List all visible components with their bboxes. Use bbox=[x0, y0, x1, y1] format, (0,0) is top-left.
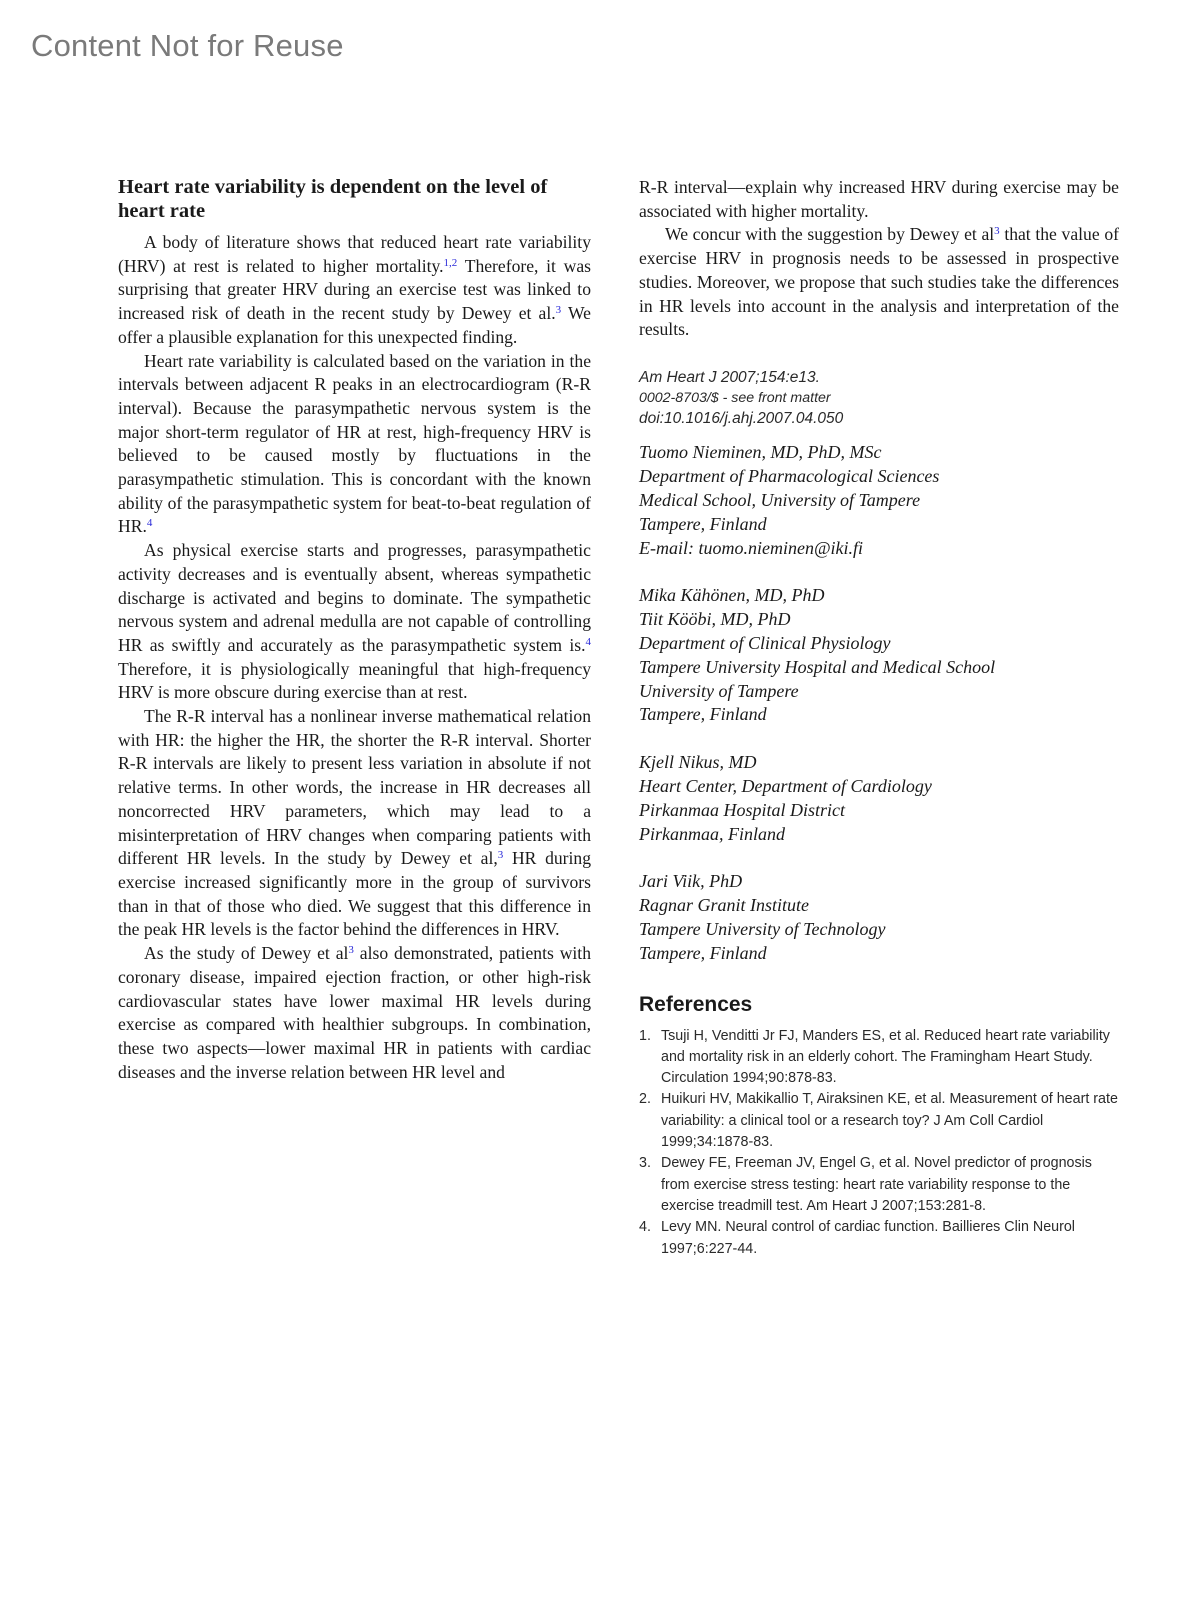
author-block bbox=[639, 584, 1119, 727]
author-line: Tampere, Finland bbox=[639, 704, 767, 725]
paragraph-text: As the study of Dewey et al bbox=[144, 943, 349, 964]
reference-number: 3. bbox=[639, 1155, 651, 1172]
author-affiliations bbox=[639, 441, 1119, 965]
author-line: Pirkanmaa, Finland bbox=[639, 823, 785, 844]
reference-superscript-link[interactable]: 4 bbox=[146, 517, 153, 530]
reference-superscript-link[interactable]: 3 bbox=[348, 944, 354, 957]
paragraph-text: We concur with the suggestion by Dewey et al bbox=[665, 224, 995, 245]
author-line: Tampere University Hospital and Medical School bbox=[639, 656, 996, 677]
citation-block bbox=[639, 368, 1119, 430]
left-body-text bbox=[118, 231, 591, 1084]
reference-superscript-link[interactable]: 3 bbox=[555, 304, 562, 317]
reference-text: Dewey FE, Freeman JV, Engel G, et al. Novel predictor of prognosis from exercise stress testing: heart rate variability response to the exercise treadmill test. Am Heart J 2007;153:281-8. bbox=[661, 1155, 1092, 1214]
author-line: Tampere, Finland bbox=[639, 942, 767, 963]
paragraph-text: The R-R interval has a nonlinear inverse mathematical relation with HR: the higher the HR, the shorter the R-R interval. Shorter R-R intervals are likely to present less variation in absolute if not relative terms. In other words, the increase in HR decreases all noncorrected HRV parameters, which may lead to a misinterpretation of HRV changes when comparing patients with different HR levels. In the study by Dewey et al, bbox=[118, 706, 591, 869]
author-line: Tampere University of Technology bbox=[639, 918, 886, 939]
body-paragraph bbox=[639, 223, 1119, 342]
author-line: Pirkanmaa Hospital District bbox=[639, 799, 845, 820]
body-paragraph bbox=[118, 350, 591, 540]
author-line: Tuomo Nieminen, MD, PhD, MSc bbox=[639, 442, 882, 463]
right-body-text bbox=[639, 176, 1119, 342]
paragraph-text: Therefore, it is physiologically meaningful that high-frequency HRV is more obscure during exercise than at rest. bbox=[118, 658, 591, 703]
author-line: Kjell Nikus, MD bbox=[639, 752, 757, 773]
paragraph-text: Therefore, it was surprising that greater HRV during an exercise test was linked to increased risk of death in the recent study by Dewey et al. bbox=[118, 255, 592, 324]
article-title: Heart rate variability is dependent on the level of heart rate bbox=[118, 176, 548, 222]
reference-number: 1. bbox=[639, 1027, 651, 1044]
author-line: Medical School, University of Tampere bbox=[639, 490, 921, 511]
author-line: Mika Kähönen, MD, PhD bbox=[639, 585, 825, 606]
paragraph-text: We offer a plausible explanation for this unexpected finding. bbox=[118, 303, 591, 347]
paragraph-text: A body of literature shows that reduced heart rate variability (HRV) at rest is related to higher mortality. bbox=[118, 232, 591, 276]
author-block bbox=[639, 441, 1119, 560]
body-paragraph bbox=[118, 705, 591, 942]
author-line: University of Tampere bbox=[639, 680, 799, 701]
paragraph-text: R-R interval—explain why increased HRV during exercise may be associated with higher mortality. bbox=[639, 177, 1119, 221]
reference-superscript-link[interactable]: 4 bbox=[585, 635, 591, 648]
paragraph-text: Heart rate variability is calculated based on the variation in the intervals between adjacent R peaks in an electrocardiogram (R-R interval). Because the parasympathetic nervous system is the major short-term regulator of HR at rest, high-frequency HRV is believed to be caused mostly by fluctuations in the parasympathetic stimulation. This is concordant with the known ability of the parasympathetic system for beat-to-beat regulation of HR. bbox=[118, 350, 591, 537]
paragraph-text: As physical exercise starts and progresses, parasympathetic activity decreases and is eventually absent, whereas sympathetic discharge is activated and begins to dominate. The sympathetic nervous system and adrenal medulla are not capable of controlling HR as swiftly and accurately as the parasympathetic system is. bbox=[118, 540, 591, 655]
citation-journal: Am Heart J 2007;154:e13. bbox=[639, 368, 820, 386]
body-paragraph bbox=[118, 942, 591, 1084]
paragraph-text: also demonstrated, patients with coronary disease, impaired ejection fraction, or other high-risk cardiovascular states have lower maximal HR levels during exercise as compared with healthier subgroups. In combination, these two aspects—lower maximal HR in patients with cardiac diseases and the inverse relation between HR level and bbox=[118, 943, 591, 1082]
author-line: Department of Pharmacological Sciences bbox=[639, 466, 940, 487]
body-paragraph bbox=[118, 539, 591, 705]
reference-list bbox=[639, 1026, 1119, 1260]
references-heading: References bbox=[639, 992, 753, 1016]
reference-text: Levy MN. Neural control of cardiac function. Baillieres Clin Neurol 1997;6:227-44. bbox=[661, 1219, 1075, 1257]
citation-issn: 0002-8703/$ - see front matter bbox=[639, 390, 831, 407]
reference-text: Huikuri HV, Makikallio T, Airaksinen KE, et al. Measurement of heart rate variability: a clinical tool or a research toy? J Am Coll Cardiol 1999;34:1878-83. bbox=[661, 1091, 1118, 1151]
paragraph-text: HR during exercise increased significantly more in the group of survivors than in that of those who died. We suggest that this difference in the peak HR levels is the factor behind the differences in HRV. bbox=[118, 848, 592, 940]
author-line: Department of Clinical Physiology bbox=[639, 633, 891, 653]
reference-number: 4. bbox=[639, 1219, 651, 1236]
reference-number: 2. bbox=[639, 1091, 651, 1108]
reference-item bbox=[639, 1153, 1119, 1217]
reference-item bbox=[639, 1217, 1119, 1260]
citation-doi: doi:10.1016/j.ahj.2007.04.050 bbox=[639, 409, 844, 427]
paragraph-text: that the value of exercise HRV in prognosis needs to be assessed in prospective studies. Moreover, we propose that such studies take the differences in HR levels into account in the analysis and interpretation of the results. bbox=[639, 224, 1119, 340]
reference-text: Tsuji H, Venditti Jr FJ, Manders ES, et al. Reduced heart rate variability and mortality risk in an elderly cohort. The Framingham Heart Study. Circulation 1994;90:878-83. bbox=[661, 1027, 1110, 1087]
author-line: Jari Viik, PhD bbox=[639, 871, 743, 892]
author-block bbox=[639, 870, 1119, 965]
reference-superscript-link[interactable]: 1,2 bbox=[443, 256, 458, 269]
author-line: Ragnar Granit Institute bbox=[639, 895, 809, 916]
left-column bbox=[118, 176, 591, 1084]
watermark-text: Content Not for Reuse bbox=[31, 28, 344, 63]
reference-item bbox=[639, 1089, 1119, 1153]
author-block bbox=[639, 751, 1119, 846]
reference-superscript-link[interactable]: 3 bbox=[994, 225, 1000, 238]
reference-superscript-link[interactable]: 3 bbox=[497, 849, 504, 862]
body-paragraph bbox=[639, 176, 1119, 223]
right-column bbox=[639, 176, 1119, 1260]
body-paragraph bbox=[118, 231, 591, 350]
reference-item bbox=[639, 1026, 1119, 1090]
author-line[interactable]: E-mail: tuomo.nieminen@iki.fi bbox=[639, 537, 864, 558]
author-line: Tiit Kööbi, MD, PhD bbox=[639, 609, 791, 630]
author-line: Tampere, Finland bbox=[639, 513, 767, 534]
author-line: Heart Center, Department of Cardiology bbox=[639, 775, 932, 796]
